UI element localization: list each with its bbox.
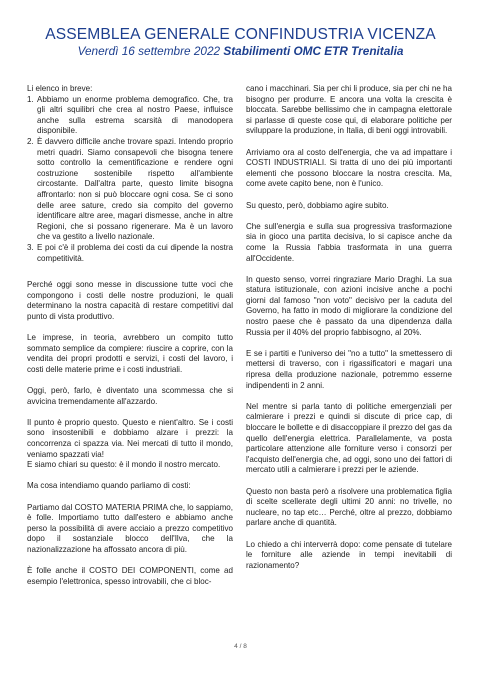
list-item-number: 3. (27, 242, 34, 252)
paragraph: Su questo, però, dobbiamo agire subito. (246, 200, 389, 210)
paragraph-text: E siamo chiari su questo: è il mondo il nostro mercato. (27, 460, 221, 470)
list-item-number: 1. (27, 94, 34, 104)
paragraph: cano i macchinari. Sia per chi li produce, sia per chi ne ha bisogno per produrre. E ancora una volta la crescita è bloccata. Sarebbe bellissimo che in campagna elettorale si parlasse di queste cose qui, di elaborare politiche per sviluppare la produzione, in Italia, di beni oggi introvabili. (246, 84, 452, 136)
paragraph: Partiamo dal COSTO MATERIA PRIMA che, lo sappiamo, è folle. Importiamo tutto dall'estero e abbiamo anche perso la possibilità di avere acciaio a prezzo competitivo dopo il sostanziale blocco dell'Ilva, che la nazionalizzazione ha affossato ancora di più. (27, 502, 233, 554)
paragraph: E se i partiti e l'universo dei "no a tutto" la smettessero di mettersi di traverso, con i rigassificatori e magari una ripresa della produzione nazionale, potremmo esserne indipendenti in 2 anni. (246, 348, 452, 390)
list-item (27, 243, 233, 264)
paragraph: Questo non basta però a risolvere una problematica figlia di scelte scellerate degli ultimi 20 anni: no trivelle, no nucleare, no tap etc… Perché, oltre al prezzo, dobbiamo parlare anche di quantità. (246, 486, 452, 528)
intro-paragraph: Li elenco in breve: (27, 84, 93, 93)
list-item (27, 95, 233, 137)
left-column (27, 84, 233, 598)
paragraph: Nel mentre si parla tanto di politiche emergenziali per calmierare i prezzi e quindi si discute di price cap, di bloccare le bollette e di disaccoppiare il prezzo del gas da quello dell'energia elettrica. Parallelamente, va posta particolare attenzione alle forniture verso i consorzi per l'acquisto dell'energia che, ad oggi, sono uno dei fattori di mercato utili a calmierare i prezzi per le aziende. (246, 401, 452, 475)
list-item-text: E poi c'è il problema dei costi da cui dipende la nostra competitività. (37, 242, 233, 263)
right-column (246, 84, 452, 582)
event-location: Stabilimenti OMC ETR Trenitalia (223, 44, 404, 58)
paragraph: È folle anche il COSTO DEI COMPONENTI, come ad esempio l'elettronica, spesso introvabili, che ci bloc- (27, 566, 233, 586)
paragraph: Oggi, però, farlo, è diventato una scommessa che si avvicina tremendamente all'azzardo. (27, 386, 233, 406)
page-header (0, 26, 481, 59)
list-item-number: 2. (27, 136, 34, 146)
paragraph-text: Il punto è proprio questo. Questo e nient'altro. Se i costi sono insostenibili e dobbiamo alzare i prezzi: la concorrenza ci spazza via. Nei mercati di tutto il mondo, veniamo spazzati via! (27, 417, 233, 459)
paragraph: Perché oggi sono messe in discussione tutte voci che compongono i costi delle nostre produzioni, le quali determinano la nostra capacità di restare competitivi dal punto di vista produttivo. (27, 280, 233, 321)
paragraph (27, 418, 233, 471)
paragraph: Lo chiedo a chi interverrà dopo: come pensate di tutelare le forniture alle aziende in tempi inevitabili di razionamento? (246, 539, 452, 570)
document-subtitle (0, 44, 481, 59)
document-title: ASSEMBLEA GENERALE CONFINDUSTRIA VICENZA (45, 26, 436, 43)
event-date: Venerdì 16 settembre 2022 (77, 44, 221, 58)
paragraph: Arriviamo ora al costo dell'energia, che va ad impattare i COSTI INDUSTRIALI. Si tratta di uno dei più importanti elementi che possono bloccare la nostra crescita. Ma, come avete capito bene, non è l'unico. (246, 147, 452, 189)
page-number: 4 / 8 (234, 643, 247, 650)
list-item-text: Abbiamo un enorme problema demografico. Che, tra gli altri squilibri che crea al nostro Paese, influisce anche sulla estrema scarsità di manodopera disponibile. (37, 94, 233, 136)
paragraph: In questo senso, vorrei ringraziare Mario Draghi. La sua statura istituzionale, con azioni incisive anche a pochi giorni dal famoso "non voto" decisivo per la caduta del Governo, ha fatto in modo di migliorare la condizione del nostro paese che è passato da una dipendenza dalla Russia per il 40% del proprio fabbisogno, al 20%. (246, 274, 452, 337)
paragraph: Ma cosa intendiamo quando parliamo di costi: (27, 481, 191, 491)
paragraph: Le imprese, in teoria, avrebbero un compito tutto sommato semplice da compiere: riuscire a coprire, con la vendita dei propri prodotti e servizi, i costi del lavoro, i costi delle materie prime e i costi industriali. (27, 333, 233, 374)
issues-list (27, 95, 233, 265)
list-item (27, 137, 233, 243)
list-item-text: È davvero difficile anche trovare spazi. Intendo proprio metri quadri. Siamo consapevoli che bisogna tenere sotto controllo la cementificazione e rendere ogni costruzione sostenibile rispetto all'ambiente circostante. Dall'altra parte, questo limite bisogna affrontarlo: non si può bloccare ogni cosa. Se ci sono delle aree sature, credo sia compito del governo identificare altre aree, magari dismesse, anche in altre Regioni, che si possano rigenerare. Ma è un lavoro che va gestito a livello nazionale. (37, 136, 233, 242)
paragraph: Che sull'energia e sulla sua progressiva trasformazione sia in gioco una partita decisiva, lo si capisce anche da come la Russia l'abbia trasformata in una guerra all'Occidente. (246, 221, 452, 263)
